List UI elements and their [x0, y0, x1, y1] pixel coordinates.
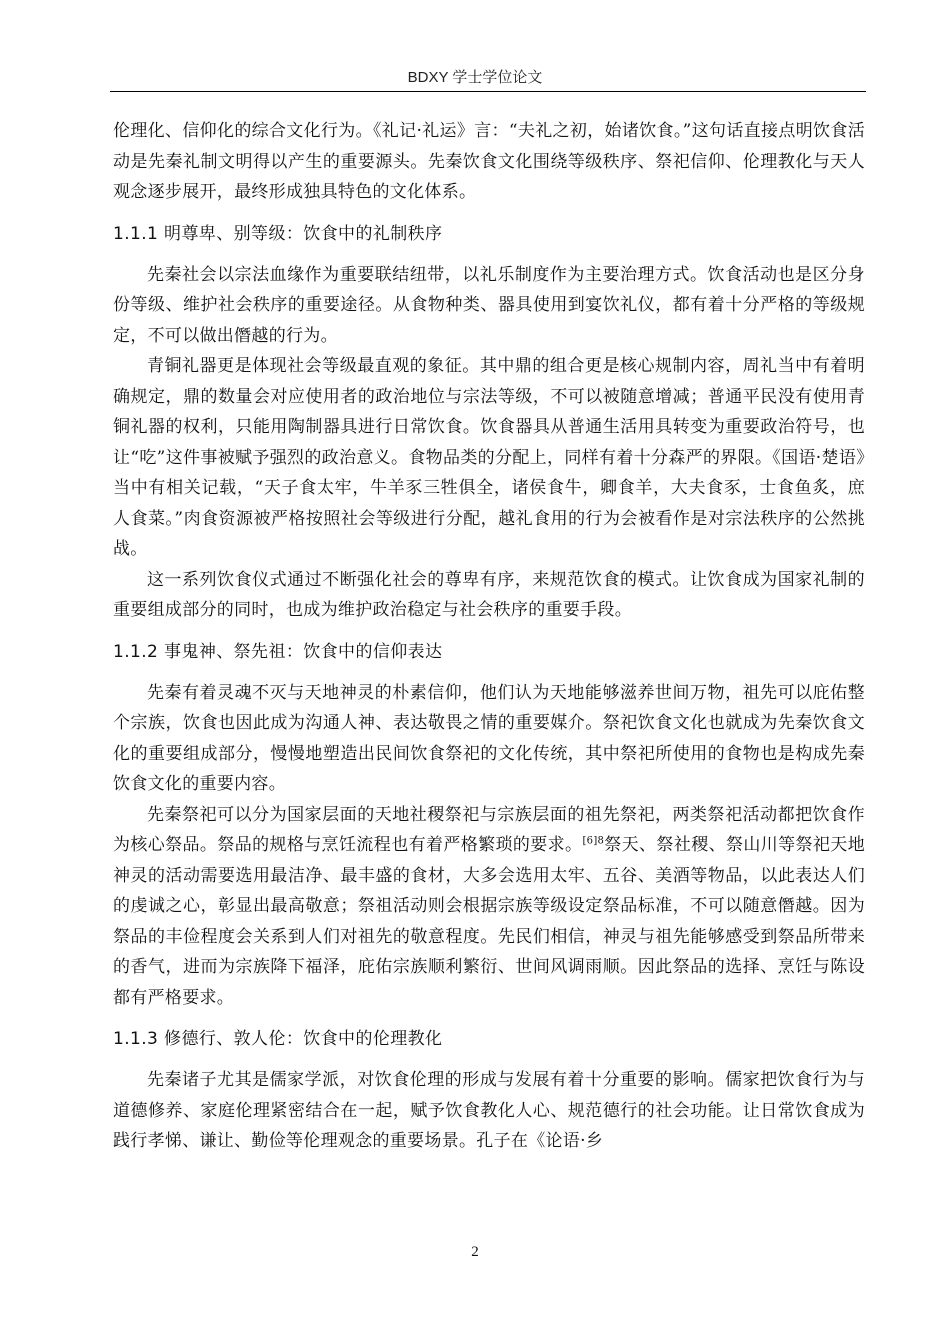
body-paragraph: 这一系列饮食仪式通过不断强化社会的尊卑有序，来规范饮食的模式。让饮食成为国家礼制的重要组成部分的同时，也成为维护政治稳定与社会秩序的重要手段。 — [113, 569, 865, 620]
section-heading-1-1-2: 1.1.2 事鬼神、祭先祖：饮食中的信仰表达 — [113, 641, 443, 662]
body-paragraph: 先秦社会以宗法血缘作为重要联结纽带，以礼乐制度作为主要治理方式。饮食活动也是区分身份等级、维护社会秩序的重要途径。从食物种类、器具使用到宴饮礼仪，都有着十分严格的等级规定，不可以做出僭越的行为。 — [113, 264, 865, 346]
paragraph-text: 先秦祭祀可以分为国家层面的天地社稷祭祀与宗族层面的祖先祭祀，两类祭祀活动都把饮食作为核心祭品。祭品的规格与烹饪流程也有着严格繁琐的要求。 — [113, 804, 865, 855]
page-number: 2 — [471, 1244, 479, 1260]
body-paragraph: 先秦有着灵魂不灭与天地神灵的朴素信仰，他们认为天地能够滋养世间万物，祖先可以庇佑整个宗族，饮食也因此成为沟通人神、表达敬畏之情的重要媒介。祭祀饮食文化也就成为先秦饮食文化的重要组成部分，慢慢地塑造出民间饮食祭祀的文化传统，其中祭祀所使用的食物也是构成先秦饮食文化的重要内容。 — [113, 682, 865, 794]
section-heading-1-1-1: 1.1.1 明尊卑、别等级：饮食中的礼制秩序 — [113, 223, 443, 244]
section-heading-1-1-3: 1.1.3 修德行、敦人伦：饮食中的伦理教化 — [113, 1029, 443, 1049]
running-header: BDXY 学士学位论文 — [407, 69, 543, 86]
paragraph-text: 祭天、祭社稷、祭山川等祭祀天地神灵的活动需要选用最洁净、最丰盛的食材，大多会选用太牢、五谷、美酒等物品，以此表达人们的虔诚之心，彰显出最高敬意；祭祖活动则会根据宗族等级设定祭品标准，不可以随意僭越。因为祭品的丰俭程度会关系到人们对祖先的敬意程度。先民们相信，神灵与祖先能够感受到祭品所带来的香气，进而为宗族降下福泽，庇佑宗族顺利繁衍、世间风调雨顺。因此祭品的选择、烹饪与陈设都有严格要求。 — [113, 835, 865, 1008]
citation-marker[interactable]: [6]8 — [582, 835, 605, 847]
body-text — [113, 116, 865, 1157]
intro-paragraph: 伦理化、信仰化的综合文化行为。《礼记·礼运》言：“夫礼之初，始诸饮食。”这句话直接点明饮食活动是先秦礼制文明得以产生的重要源头。先秦饮食文化围绕等级秩序、祭祀信仰、伦理教化与天人观念逐步展开，最终形成独具特色的文化体系。 — [113, 121, 865, 202]
body-paragraph-with-citation — [113, 800, 865, 1014]
body-paragraph: 先秦诸子尤其是儒家学派，对饮食伦理的形成与发展有着十分重要的影响。儒家把饮食行为与道德修养、家庭伦理紧密结合在一起，赋予饮食教化人心、规范德行的社会功能。让日常饮食成为践行孝悌、谦让、勤俭等伦理观念的重要场景。孔子在《论语·乡 — [113, 1070, 865, 1151]
header-divider — [110, 91, 866, 92]
body-paragraph: 青铜礼器更是体现社会等级最直观的象征。其中鼎的组合更是核心规制内容，周礼当中有着明确规定，鼎的数量会对应使用者的政治地位与宗法等级，不可以被随意增减；普通平民没有使用青铜礼器的权利，只能用陶制器具进行日常饮食。饮食器具从普通生活用具转变为重要政治符号，也让“吃”这件事被赋予强烈的政治意义。食物品类的分配上，同样有着十分森严的界限。《国语·楚语》当中有相关记载，“天子食太牢，牛羊豕三牲俱全，诸侯食牛，卿食羊，大夫食豕，士食鱼炙，庶人食菜。”肉食资源被严格按照社会等级进行分配，越礼食用的行为会被看作是对宗法秩序的公然挑战。 — [113, 356, 865, 559]
